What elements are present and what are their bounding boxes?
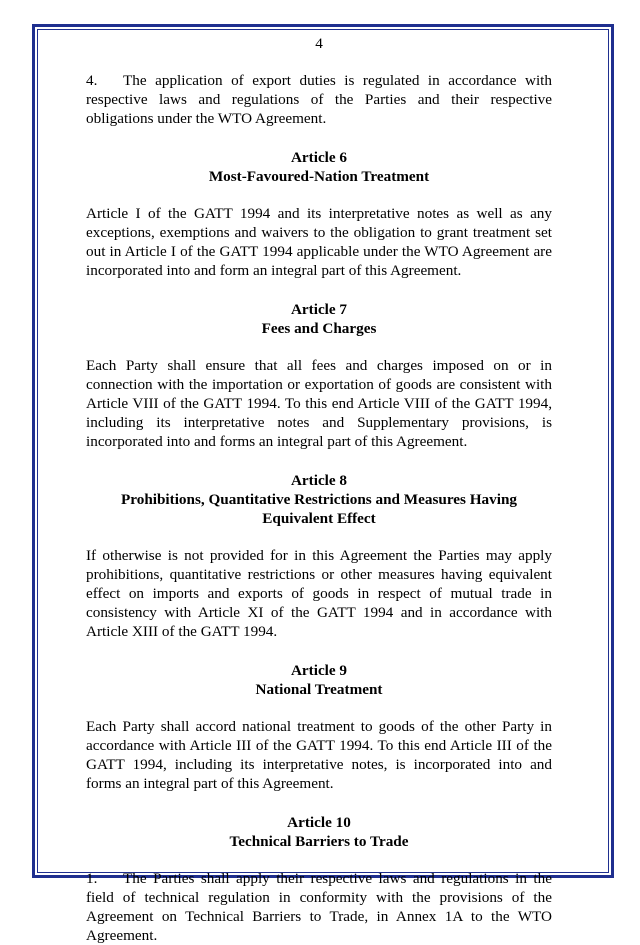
article-6-body: Article I of the GATT 1994 and its interpretative notes as well as any exceptions, exemptions and waivers to the obligation to grant treatment set out in Article I of the GATT 1994 applicable under the WTO Agreement are incorporated into and form an integral part of this Agreement. — [86, 205, 552, 279]
paragraph-4 — [86, 71, 552, 128]
article-7-body: Each Party shall ensure that all fees and charges imposed on or in connection with the importation or exportation of goods are consistent with Article VIII of the GATT 1994. To this end Article VIII of the GATT 1994, including its interpretative notes and Supplementary provisions, is incorporated into and forms an integral part of this Agreement. — [86, 357, 552, 450]
paragraph-number: 1. — [86, 870, 98, 887]
article-10-body — [86, 869, 552, 945]
document-content — [86, 34, 552, 945]
article-6-heading — [86, 148, 552, 186]
article-label: Article 9 — [290, 662, 348, 679]
article-label: Article 6 — [290, 149, 348, 166]
article-title: Most-Favoured-Nation Treatment — [208, 168, 430, 185]
article-8-heading — [86, 471, 552, 528]
article-7-heading — [86, 300, 552, 338]
article-9-body: Each Party shall accord national treatment to goods of the other Party in accordance with Article III of the GATT 1994. To this end Article III of the GATT 1994, including its interpretative notes, is incorporated into and forms an integral part of this Agreement. — [86, 718, 552, 792]
article-8-body: If otherwise is not provided for in this Agreement the Parties may apply prohibitions, quantitative restrictions or other measures having equivalent effect on imports and exports of goods in respect of mutual trade in consistency with Article XI of the GATT 1994 and in accordance with Article XIII of the GATT 1994. — [86, 547, 552, 640]
article-title: Fees and Charges — [261, 320, 377, 337]
article-9-heading — [86, 661, 552, 699]
page-number: 4 — [315, 35, 323, 52]
paragraph-number: 4. — [86, 72, 98, 89]
article-label: Article 8 — [290, 472, 348, 489]
article-label: Article 7 — [290, 301, 348, 318]
paragraph-text: The Parties shall apply their respective laws and regulations in the field of technical regulation in conformity with the provisions of the Agreement on Technical Barriers to Trade, in Annex 1A to the WTO Agreement. — [86, 870, 552, 944]
article-label: Article 10 — [287, 814, 351, 831]
article-10-heading — [86, 813, 552, 851]
article-title: Technical Barriers to Trade — [229, 833, 409, 850]
paragraph-text: The application of export duties is regulated in accordance with respective laws and regulations of the Parties and their respective obligations under the WTO Agreement. — [86, 72, 552, 127]
article-title: National Treatment — [255, 681, 383, 698]
article-title: Prohibitions, Quantitative Restrictions and Measures Having Equivalent Effect — [120, 491, 518, 527]
